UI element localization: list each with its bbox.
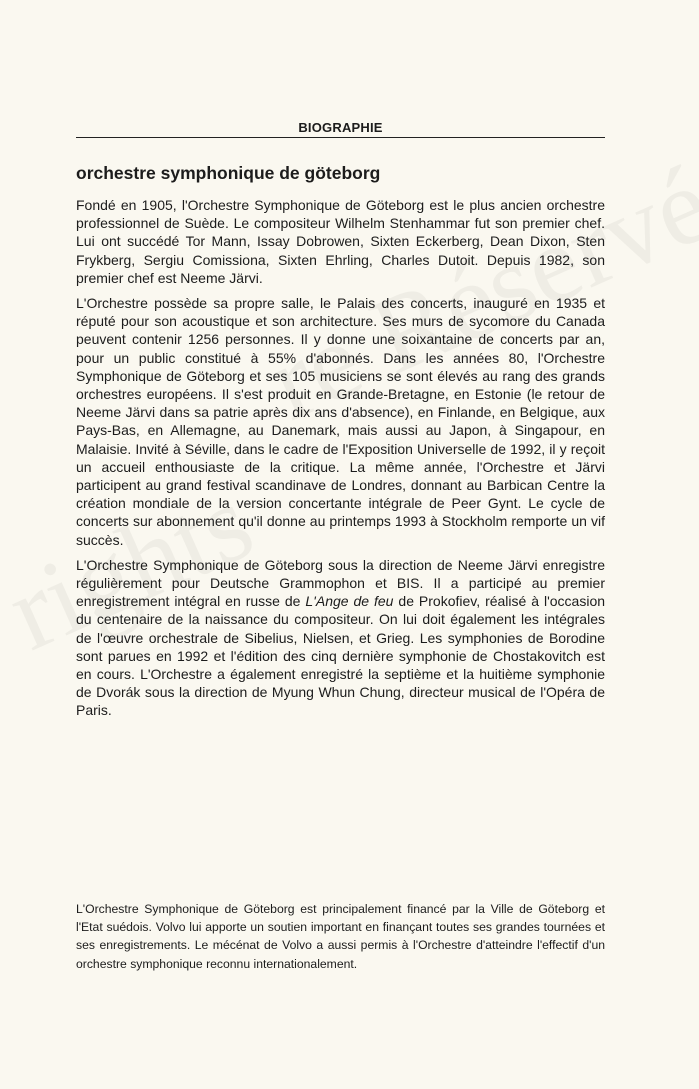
funding-note: L'Orchestre Symphonique de Göteborg est principalement financé par la Ville de Göteborg et l'Etat suédois. Volvo lui apporte un soutien important en finançant toutes ses grandes tournées et ses enregistrements. Le mécénat de Volvo a aussi permis à l'Orchestre d'atteindre l'effectif d'un orchestre symphonique reconnu internationalement.	[76, 902, 605, 971]
section-header: BIOGRAPHIE	[76, 120, 605, 138]
article-title: orchestre symphonique de göteborg	[76, 163, 381, 183]
work-title-ange-de-feu: L'Ange de feu	[305, 593, 394, 610]
paragraph-founding: Fondé en 1905, l'Orchestre Symphonique de Göteborg est le plus ancien orchestre professionnel de Suède. Le compositeur Wilhelm Stenhammar fut son premier chef. Lui ont succédé Tor Mann, Issay Dobrowen, Sixten Eckerberg, Dean Dixon, Sten Frykberg, Sergiu Comissiona, Sixten Ehrling, Charles Dutoit. Depuis 1982, son premier chef est Neeme Järvi.	[76, 197, 605, 286]
paragraph-concert-hall: L'Orchestre possède sa propre salle, le Palais des concerts, inauguré en 1935 et réputé pour son acoustique et son architecture. Ses murs de sycomore du Canada peuvent contenir 1256 personnes. Il y donne une soixantaine de concerts par an, pour un public constitué à 55% d'abonnés. Dans les années 80, l'Orchestre Symphonique de Göteborg et ses 105 musiciens se sont élevés au rang des grands orchestres européens. Il s'est produit en Grande-Bretagne, en Estonie (le retour de Neeme Järvi dans sa patrie après dix ans d'absence), en Finlande, en Belgique, aux Pays-Bas, en Allemagne, au Danemark, mais aussi au Japon, à Singapour, en Malaisie. Invité à Séville, dans le cadre de l'Exposition Universelle de 1992, il y reçoit un accueil enthousiaste de la critique. La même année, l'Orchestre et Järvi participent au grand festival scandinave de Londres, donnant au Barbican Centre la création mondiale de la version concertante intégrale de Peer Gynt. Le cycle de concerts sur abonnement qu'il donne au printemps 1993 à Stockholm remporte un vif succès.	[76, 295, 605, 548]
article-body	[76, 196, 605, 727]
paragraph-recordings-end: de Prokofiev, réalisé à l'occasion du centenaire de la naissance du compositeur. On lui doit également les intégrales de l'œuvre orchestrale de Sibelius, Nielsen, et Grieg. Les symphonies de Borodine sont parues en 1992 et l'édition des cinq dernière symphonie de Chostakovitch est en cours. L'Orchestre a également enregistré la septième et la huitième symphonie de Dvorák sous la direction de Myung Whun Chung, directeur musical de l'Opéra de Paris.	[76, 593, 606, 719]
paragraph-recordings	[76, 556, 605, 720]
paragraph-recordings-start: L'Orchestre Symphonique de Göteborg sous la direction de Neeme Järvi enregistre régulièrement pour Deutsche Grammophon et BIS. Il a participé au premier enregistrement intégral en russe de	[76, 556, 605, 610]
